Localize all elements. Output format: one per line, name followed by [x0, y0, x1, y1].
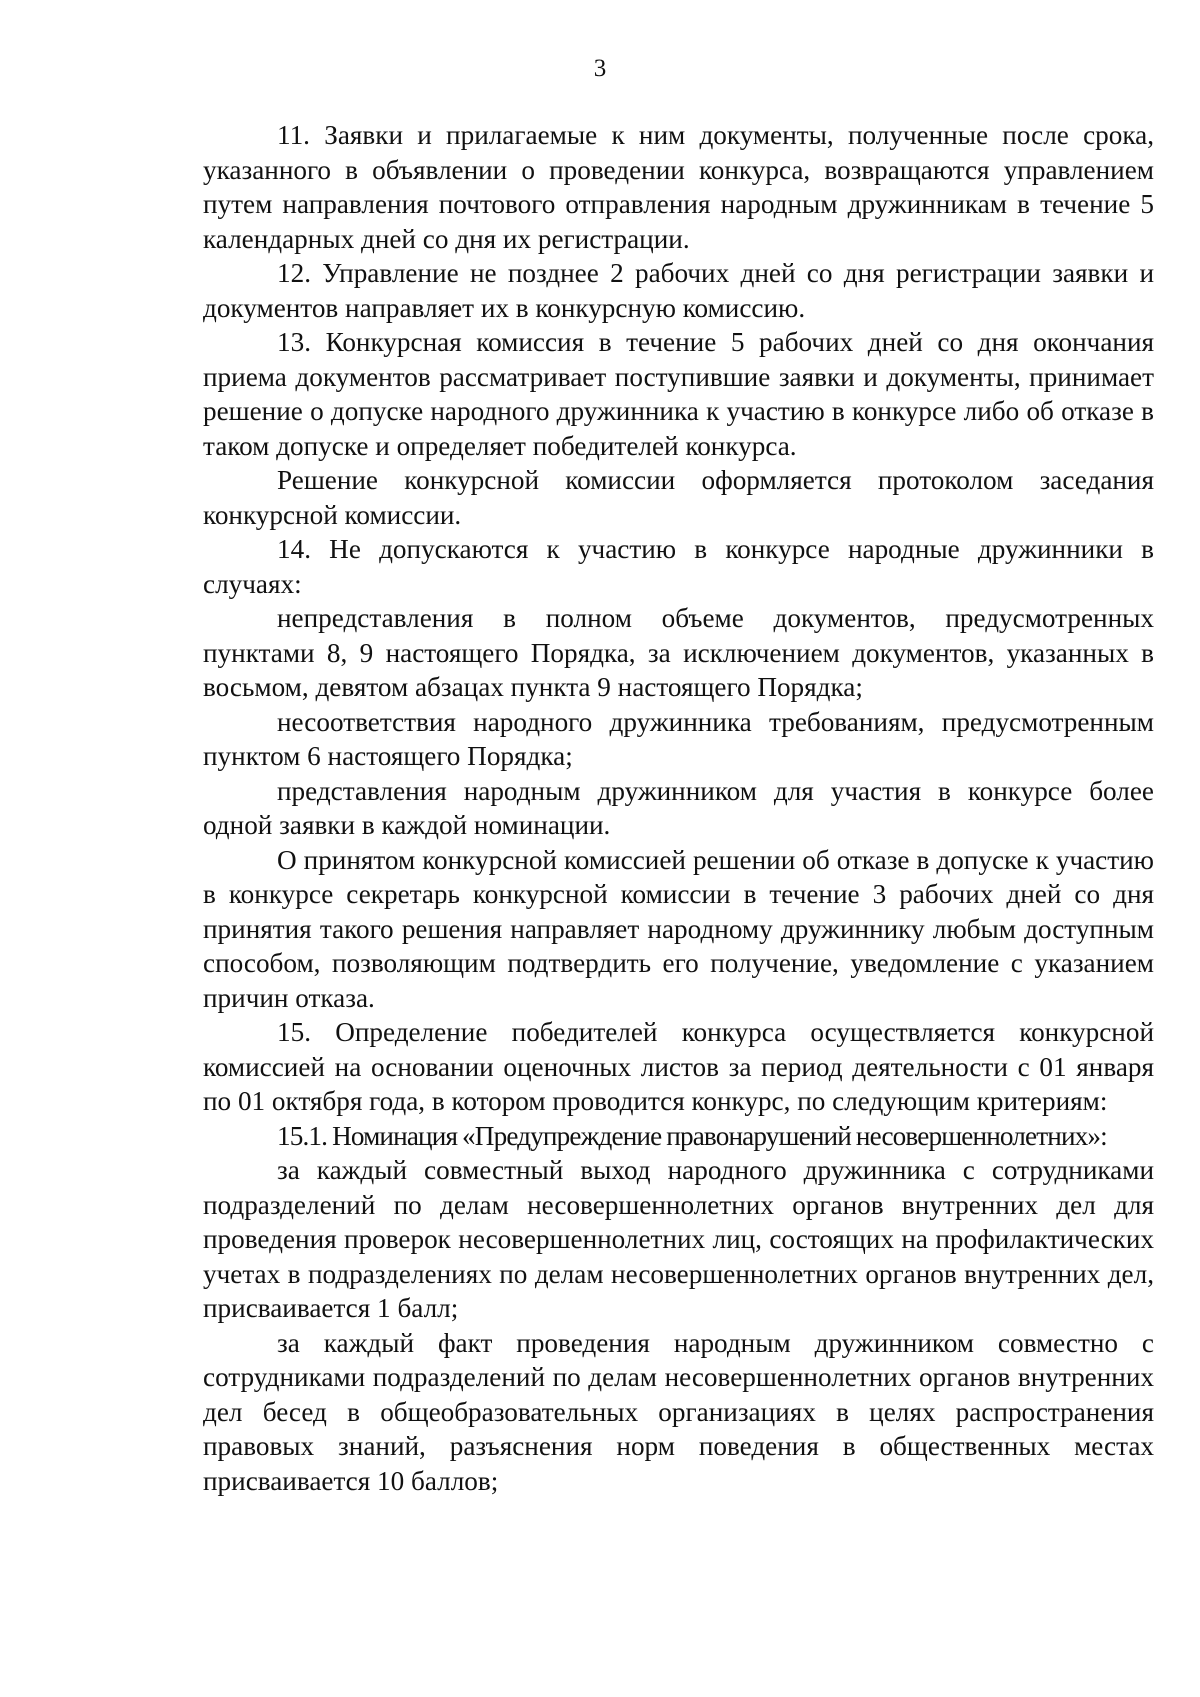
paragraph-15-1-nomination-heading: 15.1. Номинация «Предупреждение правонарушений несовершеннолетних»:	[277, 1120, 1107, 1151]
paragraph-14-case-multiple-applications: представления народным дружинником для участия в конкурсе более одной заявки в каждой номинации.	[203, 775, 1154, 840]
paragraph-13: 13. Конкурсная комиссия в течение 5 рабочих дней со дня окончания приема документов рассматривает поступившие заявки и документы, принимает решение о допуске народного дружинника к участию в конкурсе либо об отказе в таком допуске и определяет победителей конкурса.	[203, 327, 1154, 461]
paragraph-15-1-criterion-joint-visit: за каждый совместный выход народного дружинника с сотрудниками подразделений по делам несовершеннолетних органов внутренних дел для проведения проверок несовершеннолетних лиц, состоящих на профилактических учетах в подразделениях по делам несовершеннолетних органов внутренних дел, присваивается 1 балл;	[203, 1155, 1154, 1323]
paragraph-14-refusal-notice: О принятом конкурсной комиссией решении об отказе в допуске к участию в конкурсе секретарь конкурсной комиссии в течение 3 рабочих дней со дня принятия такого решения направляет народному дружиннику любым доступным способом, позволяющим подтвердить его получение, уведомление с указанием причин отказа.	[203, 844, 1154, 1013]
paragraph-14-case-requirements: несоответствия народного дружинника требованиям, предусмотренным пунктом 6 настоящего Порядка;	[203, 706, 1154, 771]
page-number: 3	[593, 55, 607, 82]
paragraph-15: 15. Определение победителей конкурса осуществляется конкурсной комиссией на основании оценочных листов за период деятельности с 01 января по 01 октября года, в котором проводится конкурс, по следующим критериям:	[203, 1017, 1154, 1116]
document-body	[203, 118, 1154, 1498]
paragraph-15-1-criterion-school-talks: за каждый факт проведения народным дружинником совместно с сотрудниками подразделений по делам несовершеннолетних органов внутренних дел бесед в общеобразовательных организациях в целях распространения правовых знаний, разъяснения норм поведения в общественных местах присваивается 10 баллов;	[203, 1327, 1154, 1496]
paragraph-12: 12. Управление не позднее 2 рабочих дней со дня регистрации заявки и документов направляет их в конкурсную комиссию.	[203, 258, 1154, 323]
paragraph-13-decision: Решение конкурсной комиссии оформляется протоколом заседания конкурсной комиссии.	[203, 465, 1154, 530]
paragraph-11: 11. Заявки и прилагаемые к ним документы, полученные после срока, указанного в объявлении о проведении конкурса, возвращаются управлением путем направления почтового отправления народным дружинникам в течение 5 календарных дней со дня их регистрации.	[203, 120, 1154, 254]
paragraph-14: 14. Не допускаются к участию в конкурсе народные дружинники в случаях:	[203, 534, 1154, 599]
paragraph-14-case-documents: непредставления в полном объеме документов, предусмотренных пунктами 8, 9 настоящего Порядка, за исключением документов, указанных в восьмом, девятом абзацах пункта 9 настоящего Порядка;	[203, 603, 1154, 702]
